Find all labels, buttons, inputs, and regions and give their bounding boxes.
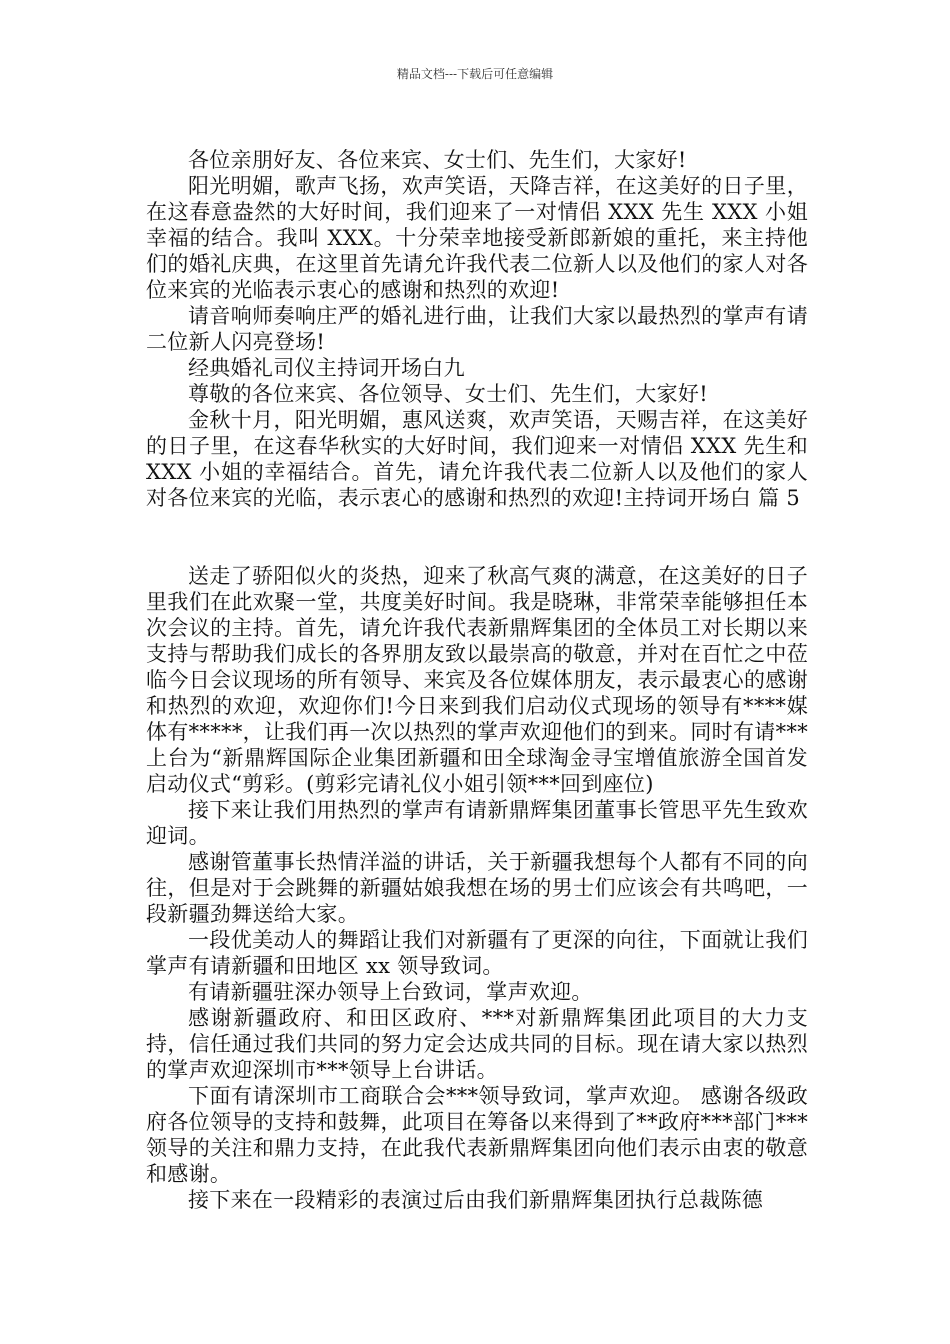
paragraph: 阳光明媚，歌声飞扬，欢声笑语，天降吉祥，在这美好的日子里，在这春意盎然的大好时间，我们迎来了一对情侣 XXX 先生 XXX 小姐幸福的结合。我叫 XXX。十分荣幸地接受新郎新娘的重托，来主持他们的婚礼庆典，在这里首先请允许我代表二位新人以及他们的家人对各位来宾的光临表示衷心的感谢和热烈的欢迎!: [146, 174, 808, 302]
paragraph: 一段优美动人的舞蹈让我们对新疆有了更深的向往，下面就让我们掌声有请新疆和田地区 xx 领导致词。: [146, 928, 808, 978]
page-header: 精品文档---下载后可任意编辑: [396, 67, 554, 81]
section-spacer: [146, 511, 808, 563]
paragraph: 经典婚礼司仪主持词开场白九: [188, 356, 465, 380]
paragraph: 请音响师奏响庄严的婚礼进行曲，让我们大家以最热烈的掌声有请二位新人闪亮登场!: [146, 304, 808, 354]
paragraph: 有请新疆驻深办领导上台致词，掌声欢迎。: [188, 980, 593, 1004]
paragraph: 接下来让我们用热烈的掌声有请新鼎辉集团董事长管思平先生致欢迎词。: [146, 798, 808, 848]
paragraph: 感谢新疆政府、和田区政府、***对新鼎辉集团此项目的大力支持，信任通过我们共同的努力定会达成共同的目标。现在请大家以热烈的掌声欢迎深圳市***领导上台讲话。: [146, 1006, 808, 1082]
paragraph: 送走了骄阳似火的炎热，迎来了秋高气爽的满意，在这美好的日子里我们在此欢聚一堂，共度美好时间。我是晓琳，非常荣幸能够担任本次会议的主持。首先，请允许我代表新鼎辉集团的全体员工对长期以来支持与帮助我们成长的各界朋友致以最崇高的敬意，并对在百忙之中莅临今日会议现场的所有领导、来宾及各位媒体朋友，表示最衷心的感谢和热烈的欢迎，欢迎你们!今日来到我们启动仪式现场的领导有****媒体有*****，让我们再一次以热烈的掌声欢迎他们的到来。同时有请***上台为“新鼎辉国际企业集团新疆和田全球淘金寻宝增值旅游全国首发启动仪式“剪彩。(剪彩完请礼仪小姐引领***回到座位): [146, 564, 808, 796]
paragraph: 金秋十月，阳光明媚，惠风送爽，欢声笑语，天赐吉祥，在这美好的日子里，在这春华秋实的大好时间，我们迎来一对情侣 XXX 先生和 XXX 小姐的幸福结合。首先，请允许我代表二位新人以及他们的家人对各位来宾的光临，表示衷心的感谢和热烈的欢迎!主持词开场白 篇 5: [146, 408, 808, 510]
paragraph: 各位亲朋好友、各位来宾、女士们、先生们，大家好!: [188, 148, 687, 172]
document-body: [146, 147, 808, 1213]
paragraph: 尊敬的各位来宾、各位领导、女士们、先生们，大家好!: [188, 382, 708, 406]
paragraph: 下面有请深圳市工商联合会***领导致词，掌声欢迎。 感谢各级政府各位领导的支持和鼓舞，此项目在筹备以来得到了**政府***部门***领导的关注和鼎力支持，在此我代表新鼎辉集团向他们表示由衷的敬意和感谢。: [146, 1084, 808, 1186]
paragraph: 接下来在一段精彩的表演过后由我们新鼎辉集团执行总裁陈德: [188, 1188, 764, 1212]
paragraph: 感谢管董事长热情洋溢的讲话，关于新疆我想每个人都有不同的向往，但是对于会跳舞的新疆姑娘我想在场的男士们应该会有共鸣吧，一段新疆劲舞送给大家。: [146, 850, 808, 926]
